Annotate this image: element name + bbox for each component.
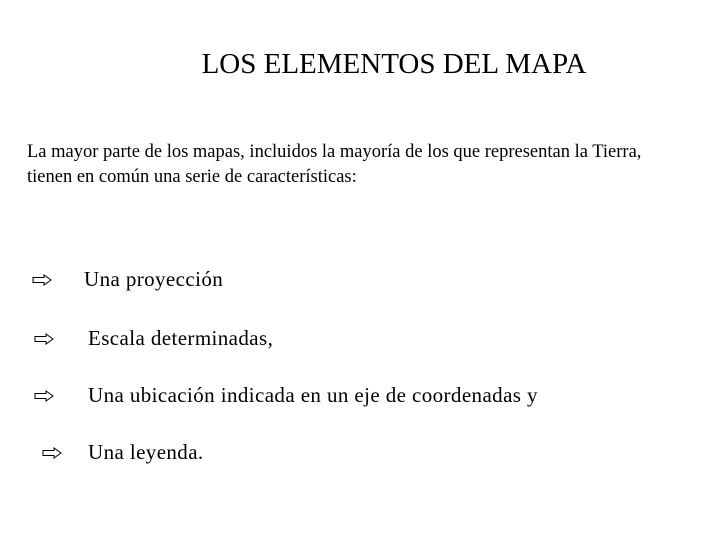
bullet-text: Escala determinadas, — [88, 326, 274, 350]
bullet-text: Una leyenda. — [88, 440, 204, 464]
bullet-text: Una proyección — [84, 267, 224, 291]
right-arrow-outline-icon — [42, 447, 62, 459]
intro-paragraph: La mayor parte de los mapas, incluidos la mayoría de los que representan la Tierra, tienen en común una serie de características: — [27, 142, 642, 187]
right-arrow-outline-icon — [32, 274, 52, 286]
right-arrow-outline-icon — [34, 390, 54, 402]
slide-title: LOS ELEMENTOS DEL MAPA — [201, 48, 587, 80]
bullet-text: Una ubicación indicada en un eje de coordenadas y — [88, 383, 538, 407]
right-arrow-outline-icon — [34, 333, 54, 345]
